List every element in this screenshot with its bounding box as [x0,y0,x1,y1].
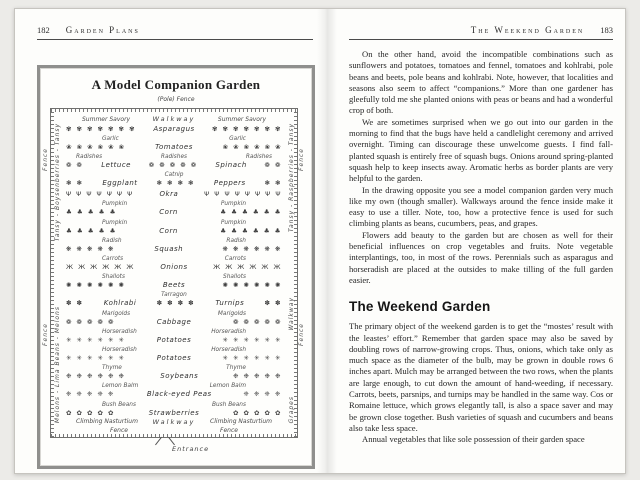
companion-label: Bush Beans [212,401,246,408]
garden-row [64,153,284,169]
entrance-label: Entrance [172,445,210,453]
crop-label: Asparagus [153,124,195,133]
plant-symbols: ❋ ❋ ❋ ❋ ❋ [66,244,115,253]
companion-labels-line [64,383,284,390]
plant-symbols: Ж Ж Ж Ж Ж Ж [66,263,135,271]
crop-label: Eggplant [102,179,138,188]
companion-label: Tarragon [161,292,187,299]
companion-labels-line [64,201,284,208]
garden-row [64,310,284,326]
plant-symbols: ✳ ✳ ✳ ✳ ✳ ✳ [222,335,282,344]
section-heading: The Weekend Garden [349,299,491,315]
paragraphs-bottom [349,321,613,445]
crop-row-line [64,179,284,188]
companion-label: Horseradish [102,346,137,353]
companion-label: Lemon Balm [102,383,139,390]
plant-symbols: ❃ ❃ [66,179,84,188]
companion-labels-line [64,346,284,353]
plant-symbols: ❋ ❋ ❋ ❋ ❋ ❋ [222,244,282,253]
walkway-top-label: Walkway [152,115,196,123]
crop-label: Corn [159,208,178,217]
crop-label: Turnips [215,299,245,308]
crop-label: Kohlrabi [103,299,137,308]
plant-symbols: ❃ ❃ ❃ ❃ [156,179,195,188]
companion-label: Catnip [164,172,184,179]
left-page-number: 182 [37,25,50,35]
companion-label: Marigolds [217,310,246,317]
crop-label: Cabbage [156,317,192,326]
crop-row-line [64,299,284,308]
garden-row [64,201,284,217]
crop-row-line [64,190,284,199]
crop-label: Potatoes [156,353,192,362]
plant-symbols: ❁ ❁ [264,160,282,169]
companion-label: Carrots [224,256,246,262]
crop-label: Potatoes [156,335,192,344]
paragraph: In the drawing opposite you see a model companion garden very much like my own (though smaller). Walkways around the fence inside make it easy to use a tiller. Note, too, how a protective fence is used for such climbing plants as beans, cucumbers, peas, and grapes. [349,184,613,229]
companion-labels-line [64,135,284,142]
companion-label: Horseradish [211,346,246,353]
right-border-top-label: Tansy - Raspberries - Tansy [287,123,295,233]
paragraph: On the other hand, avoid the incompatible combinations such as sunflowers and potatoes, tomatoes and fennel, tomatoes and kohlrabi, pole beans and beets, pole beans and kohlrabi. Note, however, that localities and seasons also seem to affect “companions.” More than one gardener has gleefully told me she planted onions with peas or beans and had a wonderful crop of both. [349,49,613,116]
plant-symbols: ❉ ❉ ❉ ❉ ❉ [232,372,282,381]
garden-row [64,219,284,235]
crop-label: Soybeans [160,372,199,381]
companion-labels-line [64,256,284,263]
left-running-head [37,25,313,35]
companion-labels-line [64,172,284,179]
crop-row-line [64,408,284,417]
garden-row [64,401,284,417]
garden-row [64,135,284,151]
left-head-rule [37,39,313,40]
crop-row-line [64,244,284,253]
book-spread [14,8,626,474]
plant-symbols: ✺ ✺ ✺ ✺ ✺ ✺ [66,281,126,290]
climbing-nasturtium-left: Climbing Nasturtium [76,418,138,425]
garden-row [64,365,284,381]
plant-symbols: ♣ ♣ ♣ ♣ ♣ [66,226,117,235]
plant-symbols: ✽ ✽ [264,299,282,308]
companion-labels-line [64,401,284,408]
companion-label: Carrots [102,256,124,262]
right-border-bottom-label: Grapes [287,395,295,423]
pole-fence-label: (Pole) Fence [157,96,195,103]
plant-symbols: ❀ ❀ ❀ ❀ ❀ ❀ [222,142,282,151]
plant-symbols: ❁ ❁ ❁ ❁ ❁ [148,160,198,169]
paragraphs-top [349,49,613,286]
companion-label: Radishes [245,153,272,160]
plant-symbols: Ж Ж Ж Ж Ж Ж [213,263,282,271]
companion-label: Shallots [102,274,125,281]
garden-row [64,190,284,199]
companion-label: Radishes [160,153,188,160]
entrance-funnel-right-line [168,437,175,445]
bottom-fence-left-label: Fence [110,426,128,434]
garden-row [64,124,284,133]
crop-label: Corn [159,226,178,235]
fence-label-left-bottom: Fence [42,323,49,346]
bottom-fence-line [64,426,284,434]
crop-row-line [64,124,284,133]
companion-label: Thyme [226,365,246,372]
companion-label: Thyme [102,365,122,372]
plant-symbols: ✺ ✺ ✺ ✺ ✺ ✺ [222,281,282,290]
companion-garden-panel [37,65,315,469]
right-page-text-column [349,49,613,446]
top-walkway-line [64,114,284,124]
companion-labels-line [64,274,284,281]
crop-row-line [64,353,284,362]
plant-symbols: Ψ Ψ Ψ Ψ Ψ Ψ Ψ Ψ [204,190,282,199]
plant-symbols: ❁ ❁ [66,160,84,169]
plant-symbols: ❁ ❁ ❁ ❁ ❁ [66,317,115,326]
plant-symbols: ❉ ❉ ❉ ❉ ❉ ❉ [66,372,126,381]
right-page-number: 183 [600,25,613,35]
plant-symbols: ❀ ❀ ❀ ❀ ❀ ❀ [66,142,126,151]
garden-row [64,172,284,188]
crop-label: Tomatoes [155,142,193,151]
companion-label: Radish [102,237,122,244]
crop-row-line [64,142,284,151]
right-border-column [285,109,297,437]
bottom-walkway-block [64,417,284,434]
companion-label: Horseradish [211,328,246,335]
crop-label: Lettuce [101,160,131,169]
right-head-rule [349,39,613,40]
fence-label-right-top: Fence [298,148,305,171]
crop-row-line [64,208,284,217]
plant-symbols: ♣ ♣ ♣ ♣ ♣ ♣ [220,226,282,235]
companion-label: Radish [226,237,246,244]
plant-symbols: ✳ ✳ ✳ ✳ ✳ ✳ [222,353,282,362]
panel-title: A Model Companion Garden [91,77,261,92]
companion-label: Garlic [229,135,246,142]
companion-label: Radishes [76,153,103,160]
crop-row-line [64,160,284,169]
garden-row [64,256,284,272]
companion-labels-line [64,237,284,244]
crop-label: Okra [159,190,179,199]
right-running-head-title: The Weekend Garden [470,25,585,35]
nasturtium-line [64,417,284,426]
plant-symbols: ✿ ✿ ✿ ✿ ✿ [66,408,115,417]
garden-rows [64,124,284,417]
crop-label: Peppers [213,179,246,188]
right-border-walkway-label: Walkway [287,297,295,331]
crop-row-line [64,263,284,272]
plan-rows-column [63,109,285,437]
paragraph: The primary object of the weekend garden is to get the “mostes’ result with the leastes’ effort.” Remember that garden space may also be saved by doubling rows of narrow-growing crops. Thus, onions, which take only as much space as the diameter of the bulb, may be grown in double rows 6 inches apart. Mulch may be arranged between the two rows, when the plants are large enough, to cut down the amount of hand-weeding, if necessary. Carrots, beets, parsnips, and turnips may be handled in the same way. Cos or Romaine lettuce, which grows elegantly tall, is also a space saver and may be grown close together. Bush varieties of squash and cucumbers and beans also take less space. [349,321,613,433]
plant-symbols: ❁ ❁ ❁ ❁ ❁ [232,317,282,326]
summer-savory-left: Summer Savory [82,115,131,123]
paragraph: Annual vegetables that like sole possession of their garden space [362,434,585,445]
garden-row [64,292,284,308]
plant-symbols: ♣ ♣ ♣ ♣ ♣ [66,208,117,217]
companion-label: Shallots [223,274,246,281]
left-border-top-label: Tansy - Boysenberries - Tansy [53,123,61,242]
plant-symbols: ✽ ✽ ✽ ✽ [156,299,196,308]
fence-label-right-bottom: Fence [298,323,305,346]
page-gutter [317,9,337,473]
plant-symbols: ✾ ✾ ✾ ✾ ✾ ✾ ✾ [66,124,137,133]
crop-row-line [64,335,284,344]
entrance-funnel-left-line [155,437,162,445]
companion-labels-line [64,292,284,299]
paragraph: We are sometimes surprised when we go out into our garden in the morning to find that the bugs have held a candlelight ceremony and arrived overnight. Timing can discourage these unwelcome guests. I find fall-planted squash is entirely free of squash bugs. Onions around spring-planted squash help to keep insects away. Aromatic herbs as border plants are very helpful to the garden. [349,116,613,184]
companion-label: Pumpkin [220,219,246,226]
crop-label: Strawberries [148,408,200,417]
companion-label: Marigolds [102,310,131,317]
companion-labels-line [64,328,284,335]
left-border-column [51,109,63,437]
companion-label: Pumpkin [102,219,128,226]
crop-label: Spinach [215,160,247,169]
companion-label: Lemon Balm [209,383,246,390]
crop-row-line [64,226,284,235]
crop-label: Squash [154,244,184,253]
companion-labels-line [64,219,284,226]
companion-label: Bush Beans [102,401,136,408]
companion-label: Garlic [102,135,119,142]
companion-label: Pumpkin [220,201,246,208]
left-border-bottom-label: Melons - Lima Beans - Melons [53,305,61,423]
plant-symbols: ✳ ✳ ✳ ✳ ✳ ✳ [66,335,126,344]
plant-symbols: ✿ ✿ ✿ ✿ ✿ [233,408,282,417]
right-running-head [349,25,613,35]
plant-symbols: ✳ ✳ ✳ ✳ ✳ ✳ [66,353,126,362]
garden-row [64,274,284,290]
plant-symbols: ❈ ❈ ❈ ❈ [243,390,282,399]
plant-symbols: ❃ ❃ [264,179,282,188]
companion-labels-line [64,153,284,160]
crop-label: Beets [162,281,186,290]
garden-row [64,237,284,253]
walkway-bottom-label: Walkway [152,417,196,426]
paragraph: Flowers add beauty to the garden but are chosen as well for their beneficial influences on crop vegetables and fruits. Note vegetable interplantings, too, in most of the rows. Perennials such as asparagus and horseradish are placed at the outsides to make tilling of the full garden easier. [349,229,613,285]
companion-labels-line [64,310,284,317]
plant-symbols: ✾ ✾ ✾ ✾ ✾ ✾ ✾ [211,124,282,133]
crop-row-line [64,390,284,399]
plant-symbols: ✽ ✽ [66,299,84,308]
crop-label: Onions [160,263,188,271]
companion-labels-line [64,365,284,372]
summer-savory-right: Summer Savory [217,115,266,123]
crop-row-line [64,281,284,290]
left-running-head-title: Garden Plans [65,25,140,35]
crop-row-line [64,372,284,381]
companion-label: Pumpkin [102,201,128,208]
garden-row [64,346,284,362]
plant-symbols: Ψ Ψ Ψ Ψ Ψ Ψ Ψ [66,190,134,199]
garden-row [64,328,284,344]
companion-label: Horseradish [102,328,137,335]
plant-symbols: ♣ ♣ ♣ ♣ ♣ ♣ [220,208,282,217]
garden-plan-drawing [50,108,298,438]
bottom-fence-right-label: Fence [220,426,238,434]
crop-row-line [64,317,284,326]
climbing-nasturtium-right: Climbing Nasturtium [210,418,272,425]
crop-label: Black-eyed Peas [146,390,212,399]
garden-row [64,383,284,399]
plant-symbols: ❈ ❈ ❈ ❈ ❈ [66,390,115,399]
fence-label-left-top: Fence [42,148,49,171]
